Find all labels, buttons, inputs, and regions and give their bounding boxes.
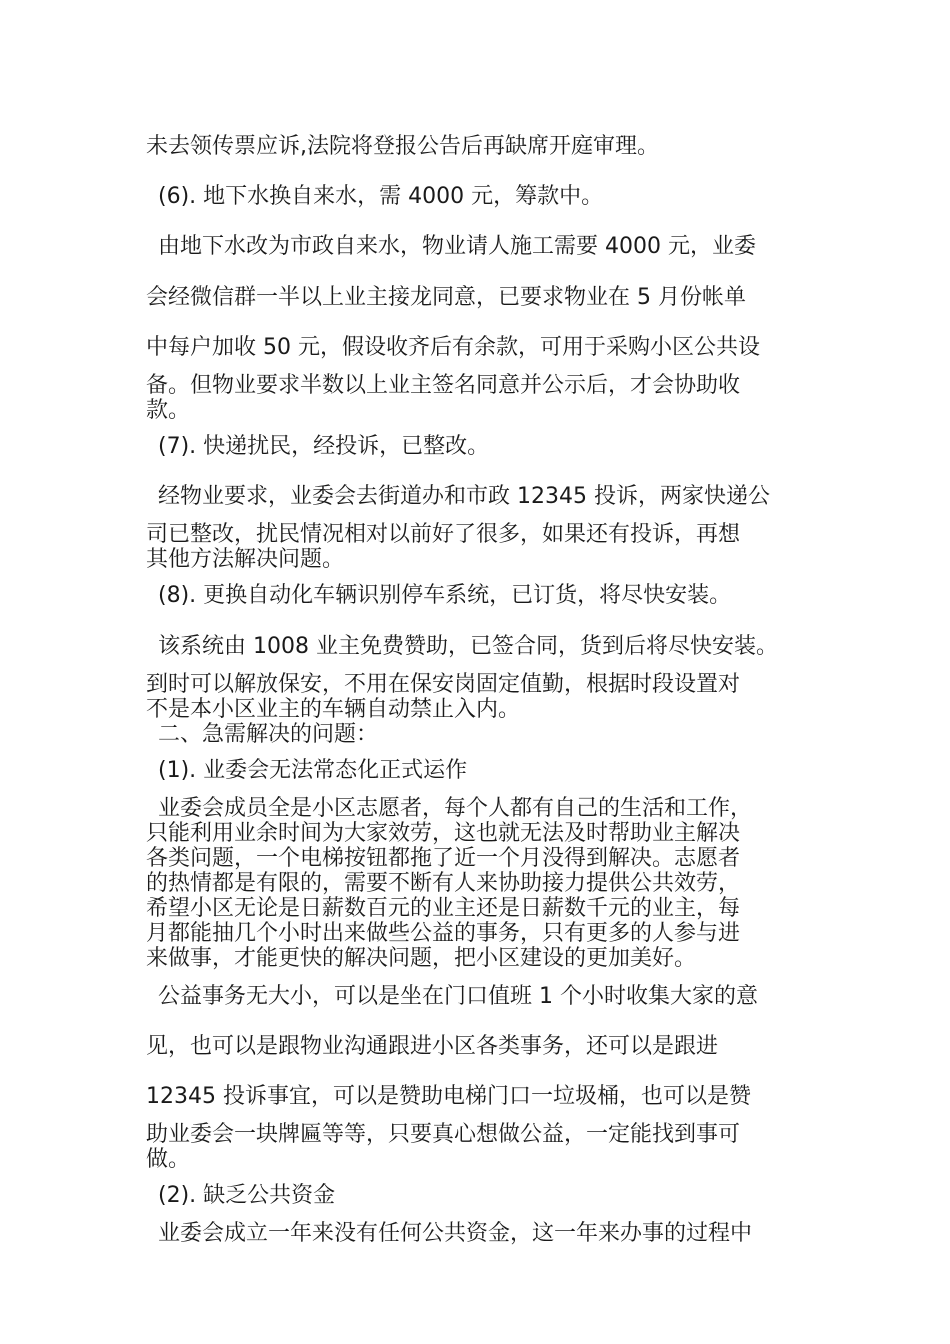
text-line: 12345 投诉事宜，可以是赞助电梯门口一垃圾桶，也可以是赞: [146, 1084, 751, 1109]
text-line: 到时可以解放保安，不用在保安岗固定值勤，根据时段设置对: [146, 672, 741, 697]
text-line: 款。: [146, 398, 191, 423]
text-line: 公益事务无大小，可以是坐在门口值班 1 个小时收集大家的意: [158, 984, 758, 1009]
text-line: 只能利用业余时间为大家效劳，这也就无法及时帮助业主解决: [146, 821, 741, 846]
text-line: 中每户加收 50 元，假设收齐后有余款，可用于采购小区公共设: [146, 335, 760, 360]
text-line: 未去领传票应诉,法院将登报公告后再缺席开庭审理。: [146, 134, 659, 159]
text-line: 的热情都是有限的，需要不断有人来协助接力提供公共效劳，: [146, 871, 741, 896]
item-heading: (2). 缺乏公共资金: [158, 1183, 336, 1208]
text-line: 备。但物业要求半数以上业主签名同意并公示后，才会协助收: [146, 373, 741, 398]
text-line: 由地下水改为市政自来水，物业请人施工需要 4000 元，业委: [158, 234, 756, 259]
text-line: 助业委会一块牌匾等等，只要真心想做公益，一定能找到事可: [146, 1122, 741, 1147]
text-line: 不是本小区业主的车辆自动禁止入内。: [146, 697, 521, 722]
text-line: 会经微信群一半以上业主接龙同意，已要求物业在 5 月份帐单: [146, 285, 746, 310]
text-line: 业委会成立一年来没有任何公共资金，这一年来办事的过程中: [158, 1221, 753, 1246]
text-line: 月都能抽几个小时出来做些公益的事务，只有更多的人参与进: [146, 921, 741, 946]
text-line: 各类问题，一个电梯按钮都拖了近一个月没得到解决。志愿者: [146, 846, 741, 871]
text-line: 其他方法解决问题。: [146, 547, 345, 572]
item-heading: (6). 地下水换自来水，需 4000 元，筹款中。: [158, 184, 604, 209]
item-heading: (7). 快递扰民，经投诉，已整改。: [158, 434, 490, 459]
text-line: 来做事，才能更快的解决问题，把小区建设的更加美好。: [146, 946, 697, 971]
text-line: 业委会成员全是小区志愿者，每个人都有自己的生活和工作，: [158, 796, 753, 821]
text-line: 希望小区无论是日薪数百元的业主还是日薪数千元的业主，每: [146, 896, 741, 921]
section-heading: 二、急需解决的问题：: [158, 722, 379, 747]
text-line: 见，也可以是跟物业沟通跟进小区各类事务，还可以是跟进: [146, 1034, 719, 1059]
item-heading: (8). 更换自动化车辆识别停车系统，已订货，将尽快安装。: [158, 583, 732, 608]
text-line: 该系统由 1008 业主免费赞助，已签合同，货到后将尽快安装。: [158, 634, 778, 659]
item-heading: (1). 业委会无法常态化正式运作: [158, 758, 468, 783]
text-line: 做。: [146, 1147, 191, 1172]
text-line: 司已整改，扰民情况相对以前好了很多，如果还有投诉，再想: [146, 522, 741, 547]
text-line: 经物业要求，业委会去街道办和市政 12345 投诉，两家快递公: [158, 484, 770, 509]
